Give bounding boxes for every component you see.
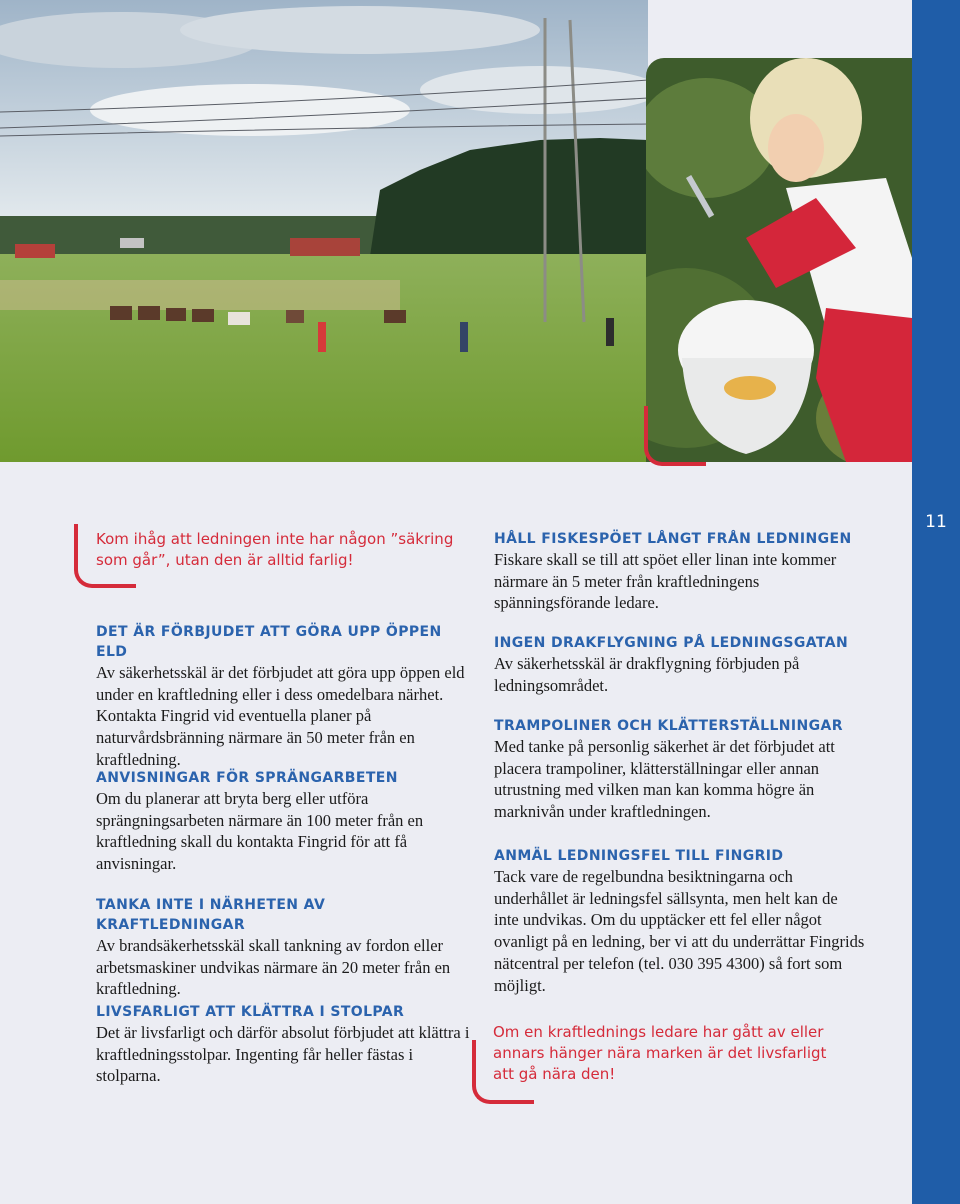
photo-field-cows-power-line [0,0,648,462]
section-fishing-rod [494,529,866,614]
section-heading: LIVSFARLIGT ATT KLÄTTRA I STOLPAR [96,1004,405,1020]
section-climbing-poles [96,1002,471,1087]
page-edge-bar [912,0,960,1204]
page-number: 11 [925,512,947,532]
section-body: Fiskare skall se till att spöet eller linan inte kommer närmare än 5 meter från kraftledningens spänningsförande ledare. [494,550,837,613]
section-body: Om du planerar att bryta berg eller utföra sprängningsarbeten närmare än 100 meter från en kraftledning skall du kontakta Fingrid för att få anvisningar. [96,789,424,874]
section-body: Med tanke på personlig säkerhet är det förbjudet att placera trampoliner, klätterställningar eller annan utrustning med vilken man kan komma högre än marknivån under kraftledningen. [494,737,835,822]
section-heading: INGEN DRAKFLYGNING PÅ LEDNINGSGATAN [494,635,849,651]
section-blasting [96,768,471,875]
section-body: Av brandsäkerhetsskäl skall tankning av fordon eller arbetsmaskiner undvikas närmare än 20 meter från en kraftledning. [96,936,451,999]
section-body: Av säkerhetsskäl är drakflygning förbjuden på ledningsområdet. [494,654,800,695]
section-heading: TANKA INTE I NÄRHETEN AV KRAFTLEDNINGAR [96,897,326,933]
section-body: Det är livsfarligt och därför absolut förbjudet att klättra i kraftledningsstolpar. Ingenting får heller fästas i stolparna. [96,1023,470,1086]
section-refueling [96,895,471,1000]
section-body: Av säkerhetsskäl är det förbjudet att göra upp öppen eld under en kraftledning eller i dess omedelbara närhet. Kontakta Fingrid vid eventuella planer på naturvårdsbränning närmare än 50 meter från en kraftledning. [96,663,465,769]
section-report-faults [494,846,866,996]
photo-corner-accent [644,406,706,466]
section-kite-flying [494,633,866,696]
section-heading: ANVISNINGAR FÖR SPRÄNGARBETEN [96,770,398,786]
section-body: Tack vare de regelbundna besiktningarna och underhållet är ledningsfel sällsynta, men helt kan de inte undvikas. Om du upptäcker ett fel eller något ovanligt på en ledning, ber vi att du underrättar Fingrids nätcentral per telefon (tel. 030 395 4300) så fort som möjligt. [494,867,865,995]
section-heading: HÅLL FISKESPÖET LÅNGT FRÅN LEDNINGEN [494,531,852,547]
photo-child-with-bucket [646,58,912,462]
section-heading: TRAMPOLINER OCH KLÄTTERSTÄLLNINGAR [494,718,843,734]
section-heading: DET ÄR FÖRBJUDET ATT GÖRA UPP ÖPPEN ELD [96,624,442,660]
callout-bottom: Om en kraftlednings ledare har gått av eller annars hänger nära marken är det livsfarligt att gå nära den! [493,1023,827,1083]
section-heading: ANMÄL LEDNINGSFEL TILL FINGRID [494,848,784,864]
section-trampolines [494,716,866,823]
section-open-fire [96,622,471,771]
callout-top: Kom ihåg att ledningen inte har någon ”säkring som går”, utan den är alltid farlig! [96,530,454,569]
